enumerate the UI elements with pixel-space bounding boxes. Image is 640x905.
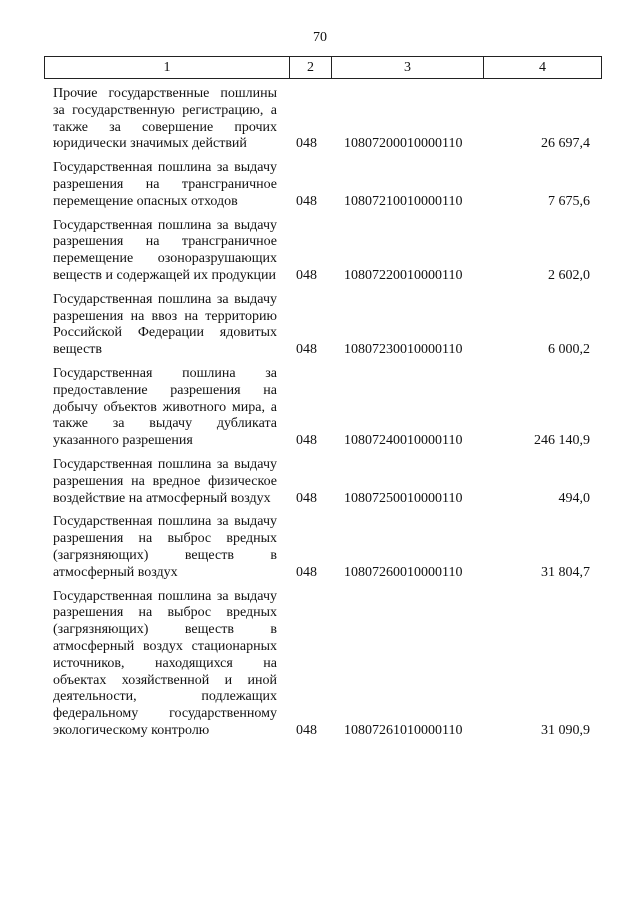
row-description: Государственная пошлина за предоставление разрешения на добычу объектов животного мира, а также за выдачу дубликата указанного разрешения: [53, 365, 277, 449]
row-admin-code: 048: [296, 722, 317, 738]
row-admin-code: 048: [296, 564, 317, 580]
table-row: [0, 457, 640, 507]
row-admin-code: 048: [296, 433, 317, 449]
table-row: [0, 218, 640, 285]
table-row: [0, 292, 640, 359]
table-row: [0, 160, 640, 210]
row-amount: 31 090,9: [541, 722, 590, 738]
table-row: [0, 86, 640, 153]
row-budget-code: 10807240010000110: [344, 433, 463, 449]
row-description: Государственная пошлина за выдачу разрешения на вредное физическое воздействие на атмосферный воздух: [53, 456, 277, 506]
table-header-column-1: 1: [163, 60, 171, 75]
table-row: [0, 366, 640, 450]
row-admin-code: 048: [296, 267, 317, 283]
row-amount: 26 697,4: [541, 136, 590, 152]
row-description: Государственная пошлина за выдачу разрешения на выброс вредных (загрязняющих) веществ в атмосферный воздух: [53, 514, 277, 580]
page-number: 70: [313, 30, 327, 45]
row-description: Государственная пошлина за выдачу разрешения на ввоз на территорию Российской Федерации ядовитых веществ: [53, 291, 277, 358]
row-budget-code: 10807220010000110: [344, 267, 463, 283]
table-body: [0, 86, 640, 747]
table-row: [0, 514, 640, 581]
row-description: Государственная пошлина за выдачу разрешения на трансграничное перемещение опасных отходов: [53, 160, 277, 209]
row-budget-code: 10807230010000110: [344, 342, 463, 358]
row-admin-code: 048: [296, 342, 317, 358]
row-admin-code: 048: [296, 193, 317, 209]
row-budget-code: 10807260010000110: [344, 564, 463, 580]
table-header-column-3: 3: [331, 57, 483, 78]
row-amount: 6 000,2: [548, 342, 590, 358]
row-amount: 246 140,9: [534, 433, 590, 449]
row-amount: 7 675,6: [548, 193, 590, 209]
row-amount: 31 804,7: [541, 564, 590, 580]
row-budget-code: 10807261010000110: [344, 722, 463, 738]
row-description: Государственная пошлина за выдачу разрешения на трансграничное перемещение озоноразрушающих веществ и содержащей их продукции: [53, 217, 277, 283]
row-budget-code: 10807200010000110: [344, 136, 463, 152]
row-description: Государственная пошлина за выдачу разрешения на выброс вредных (загрязняющих) веществ в атмосферный воздух стационарных источников, находящихся на объектах хозяйственной и иной деятельности, подлежащих федеральному государственному экологическому контролю: [53, 588, 277, 738]
table-header-column-4: 4: [483, 57, 601, 78]
table-header-row: [44, 56, 602, 79]
row-admin-code: 048: [296, 136, 317, 152]
table-header-column-2: 2: [289, 57, 331, 78]
row-budget-code: 10807210010000110: [344, 193, 463, 209]
row-amount: 494,0: [558, 490, 590, 506]
row-description: Прочие государственные пошлины за государственную регистрацию, а также за совершение прочих юридически значимых действий: [53, 86, 277, 152]
row-amount: 2 602,0: [548, 267, 590, 283]
table-row: [0, 589, 640, 740]
row-budget-code: 10807250010000110: [344, 490, 463, 506]
row-admin-code: 048: [296, 490, 317, 506]
